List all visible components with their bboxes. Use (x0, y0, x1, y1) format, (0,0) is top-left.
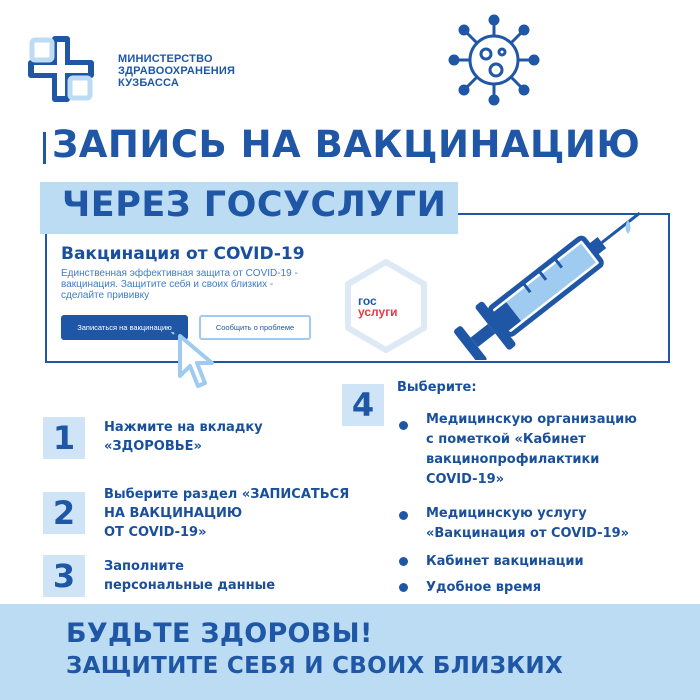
choice-line: Удобное время (426, 580, 542, 595)
step-line: Заполните (104, 559, 184, 574)
step-number-3: 3 (43, 555, 85, 597)
footer-line-1: БУДЬТЕ ЗДОРОВЫ! (66, 618, 373, 649)
footer-line-2: ЗАЩИТИТЕ СЕБЯ И СВОИХ БЛИЗКИХ (66, 653, 563, 679)
step-line: «ЗДОРОВЬЕ» (104, 439, 202, 454)
choice-4-text (426, 578, 541, 598)
step-line: Выберите раздел «ЗАПИСАТЬСЯ (104, 487, 350, 502)
card-title: Вакцинация от COVID-19 (61, 244, 305, 264)
step-number-2: 2 (43, 492, 85, 534)
page-title: ЗАПИСЬ НА ВАКЦИНАЦИЮ (52, 123, 641, 166)
step-1-text (104, 418, 263, 456)
report-problem-button[interactable]: Сообщить о проблеме (199, 315, 311, 340)
step-line: НА ВАКЦИНАЦИЮ (104, 506, 243, 521)
title-accent-bar (43, 132, 46, 164)
choice-line: Медицинскую услугу (426, 506, 587, 521)
step-3-text (104, 557, 275, 595)
choice-line: Медицинскую организацию (426, 412, 637, 427)
card-text: Единственная эффективная защита от COVID-19 - вакцинация. Защитите себя и своих близких - сделайте прививку (61, 268, 298, 301)
choice-line: Кабинет вакцинации (426, 554, 584, 569)
choice-line: «Вакцинация от COVID-19» (426, 526, 630, 541)
org-line: КУЗБАССА (118, 77, 180, 89)
step-number-4: 4 (342, 384, 384, 426)
org-line: МИНИСТЕРСТВО (118, 53, 213, 65)
bullet-dot (399, 583, 408, 592)
choice-line: с пометкой «Кабинет (426, 432, 586, 447)
step-2-text (104, 485, 349, 542)
virus-icon (448, 14, 540, 106)
choice-2-text (426, 504, 629, 544)
step-line: ОТ COVID-19» (104, 525, 207, 540)
step-line: персональные данные (104, 578, 276, 593)
step-line: Нажмите на вкладку (104, 420, 263, 435)
gosuslugi-line1: гос (358, 294, 377, 308)
syringe-icon (440, 200, 660, 360)
step-4-title: Выберите: (397, 380, 477, 395)
organization-name (118, 53, 235, 89)
choice-line: вакцинопрофилактики (426, 452, 600, 467)
choice-line: COVID-19» (426, 472, 505, 487)
banner (40, 182, 458, 234)
book-vaccination-button[interactable]: Записаться на вакцинацию (61, 315, 188, 340)
gosuslugi-logo-icon (338, 258, 434, 354)
banner-text: ЧЕРЕЗ ГОСУСЛУГИ (62, 185, 447, 225)
step-number-1: 1 (43, 417, 85, 459)
bullet-dot (399, 557, 408, 566)
choice-1-text (426, 410, 637, 490)
bullet-dot (399, 511, 408, 520)
cursor-hand-icon (170, 332, 220, 390)
choice-3-text (426, 552, 584, 572)
gosuslugi-line2: услуги (358, 305, 398, 319)
medical-cross-logo-icon (28, 36, 94, 102)
org-line: ЗДРАВООХРАНЕНИЯ (118, 65, 236, 77)
bullet-dot (399, 421, 408, 430)
